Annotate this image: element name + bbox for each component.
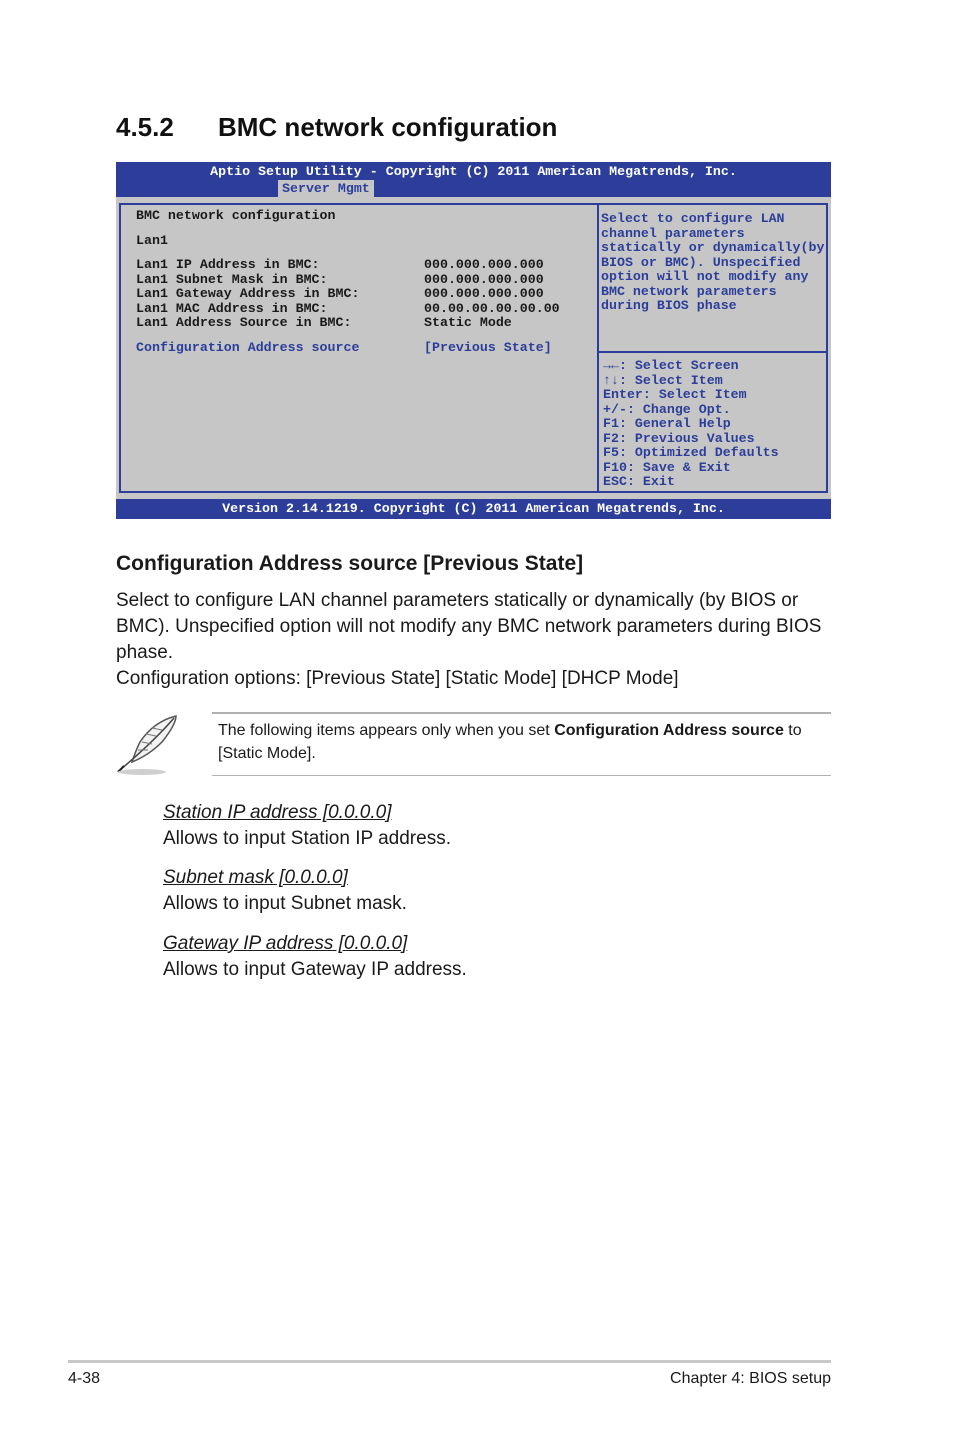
note-text-after: to [Static Mode]. [218, 722, 802, 762]
feather-pen-icon [112, 712, 194, 776]
section-title-text: BMC network configuration [218, 112, 558, 142]
field-label-source: Lan1 Address Source in BMC: [136, 315, 352, 330]
item-title: Subnet mask [0.0.0.0] [163, 867, 348, 888]
help-line: Select to configure LAN [601, 211, 785, 226]
item-title: Gateway IP address [0.0.0.0] [163, 933, 408, 954]
field-label-subnet: Lan1 Subnet Mask in BMC: [136, 271, 328, 287]
help-line: channel parameters [601, 225, 745, 241]
bios-side-panel [597, 205, 826, 491]
item-station-ip [163, 800, 451, 852]
item-gateway-ip [163, 931, 467, 983]
note-text-bold: Configuration Address source [554, 722, 784, 739]
bios-screen [116, 162, 831, 519]
help-line: option will not modify any [601, 269, 809, 284]
item-description: Allows to input Subnet mask. [163, 893, 407, 914]
field-label-mac: Lan1 MAC Address in BMC: [136, 300, 328, 316]
key-f1: F1: General Help [603, 416, 731, 431]
note-text-before: The following items appears only when you set [218, 722, 555, 739]
help-line: BMC network parameters [601, 283, 777, 299]
bios-group-label: Lan1 [136, 233, 168, 248]
item-title: Station IP address [0.0.0.0] [163, 802, 392, 823]
note-bottom-rule [212, 775, 831, 776]
key-f5: F5: Optimized Defaults [603, 445, 779, 460]
bios-footer: Version 2.14.1219. Copyright (C) 2011 American Megatrends, Inc. [116, 499, 831, 519]
field-value-ip: 000.000.000.000 [424, 257, 544, 272]
key-f10: F10: Save & Exit [603, 459, 731, 475]
option-values: Configuration options: [Previous State] [Static Mode] [DHCP Mode] [116, 668, 679, 689]
option-body [116, 588, 826, 692]
field-value-mac: 00.00.00.00.00.00 [424, 300, 560, 316]
config-address-source-item[interactable]: Configuration Address source [136, 340, 360, 355]
item-description: Allows to input Gateway IP address. [163, 959, 467, 980]
help-line: during BIOS phase [601, 298, 737, 313]
item-description: Allows to input Station IP address. [163, 828, 451, 849]
key-select-item: ↑↓: Select Item [603, 372, 723, 388]
note-text [218, 719, 834, 765]
note-top-rule [212, 712, 831, 714]
tab-server-mgmt[interactable]: Server Mgmt [278, 180, 374, 197]
page-number: 4-38 [68, 1370, 101, 1387]
key-esc: ESC: Exit [603, 474, 675, 489]
field-value-source: Static Mode [424, 315, 512, 330]
config-address-source-value[interactable]: [Previous State] [424, 340, 552, 355]
footer-rule [68, 1360, 831, 1363]
key-f2: F2: Previous Values [603, 430, 755, 446]
bios-header-title: Aptio Setup Utility - Copyright (C) 2011 American Megatrends, Inc. [210, 164, 737, 179]
section-number: 4.5.2 [116, 112, 174, 142]
key-enter: Enter: Select Item [603, 387, 747, 402]
item-subnet-mask [163, 865, 407, 917]
bios-main-panel [121, 205, 597, 491]
field-label-ip: Lan1 IP Address in BMC: [136, 257, 320, 272]
key-select-screen: →←: Select Screen [603, 358, 739, 373]
help-line: BIOS or BMC). Unspecified [601, 254, 801, 270]
field-value-gateway: 000.000.000.000 [424, 286, 544, 301]
chapter-label: Chapter 4: BIOS setup [670, 1370, 831, 1387]
field-value-subnet: 000.000.000.000 [424, 271, 544, 287]
help-line: statically or dynamically(by [601, 240, 825, 255]
bios-screen-title: BMC network configuration [136, 208, 336, 223]
bios-header [116, 162, 831, 197]
option-heading: Configuration Address source [Previous State] [116, 552, 584, 575]
key-change-opt: +/-: Change Opt. [603, 401, 731, 417]
section-title [116, 112, 557, 143]
field-label-gateway: Lan1 Gateway Address in BMC: [136, 286, 360, 301]
bios-body [119, 203, 828, 493]
help-panel [599, 205, 826, 353]
option-description: Select to configure LAN channel parameters statically or dynamically (by BIOS or BMC). Unspecified option will not modify any BMC network parameters during BIOS phase. [116, 590, 822, 663]
